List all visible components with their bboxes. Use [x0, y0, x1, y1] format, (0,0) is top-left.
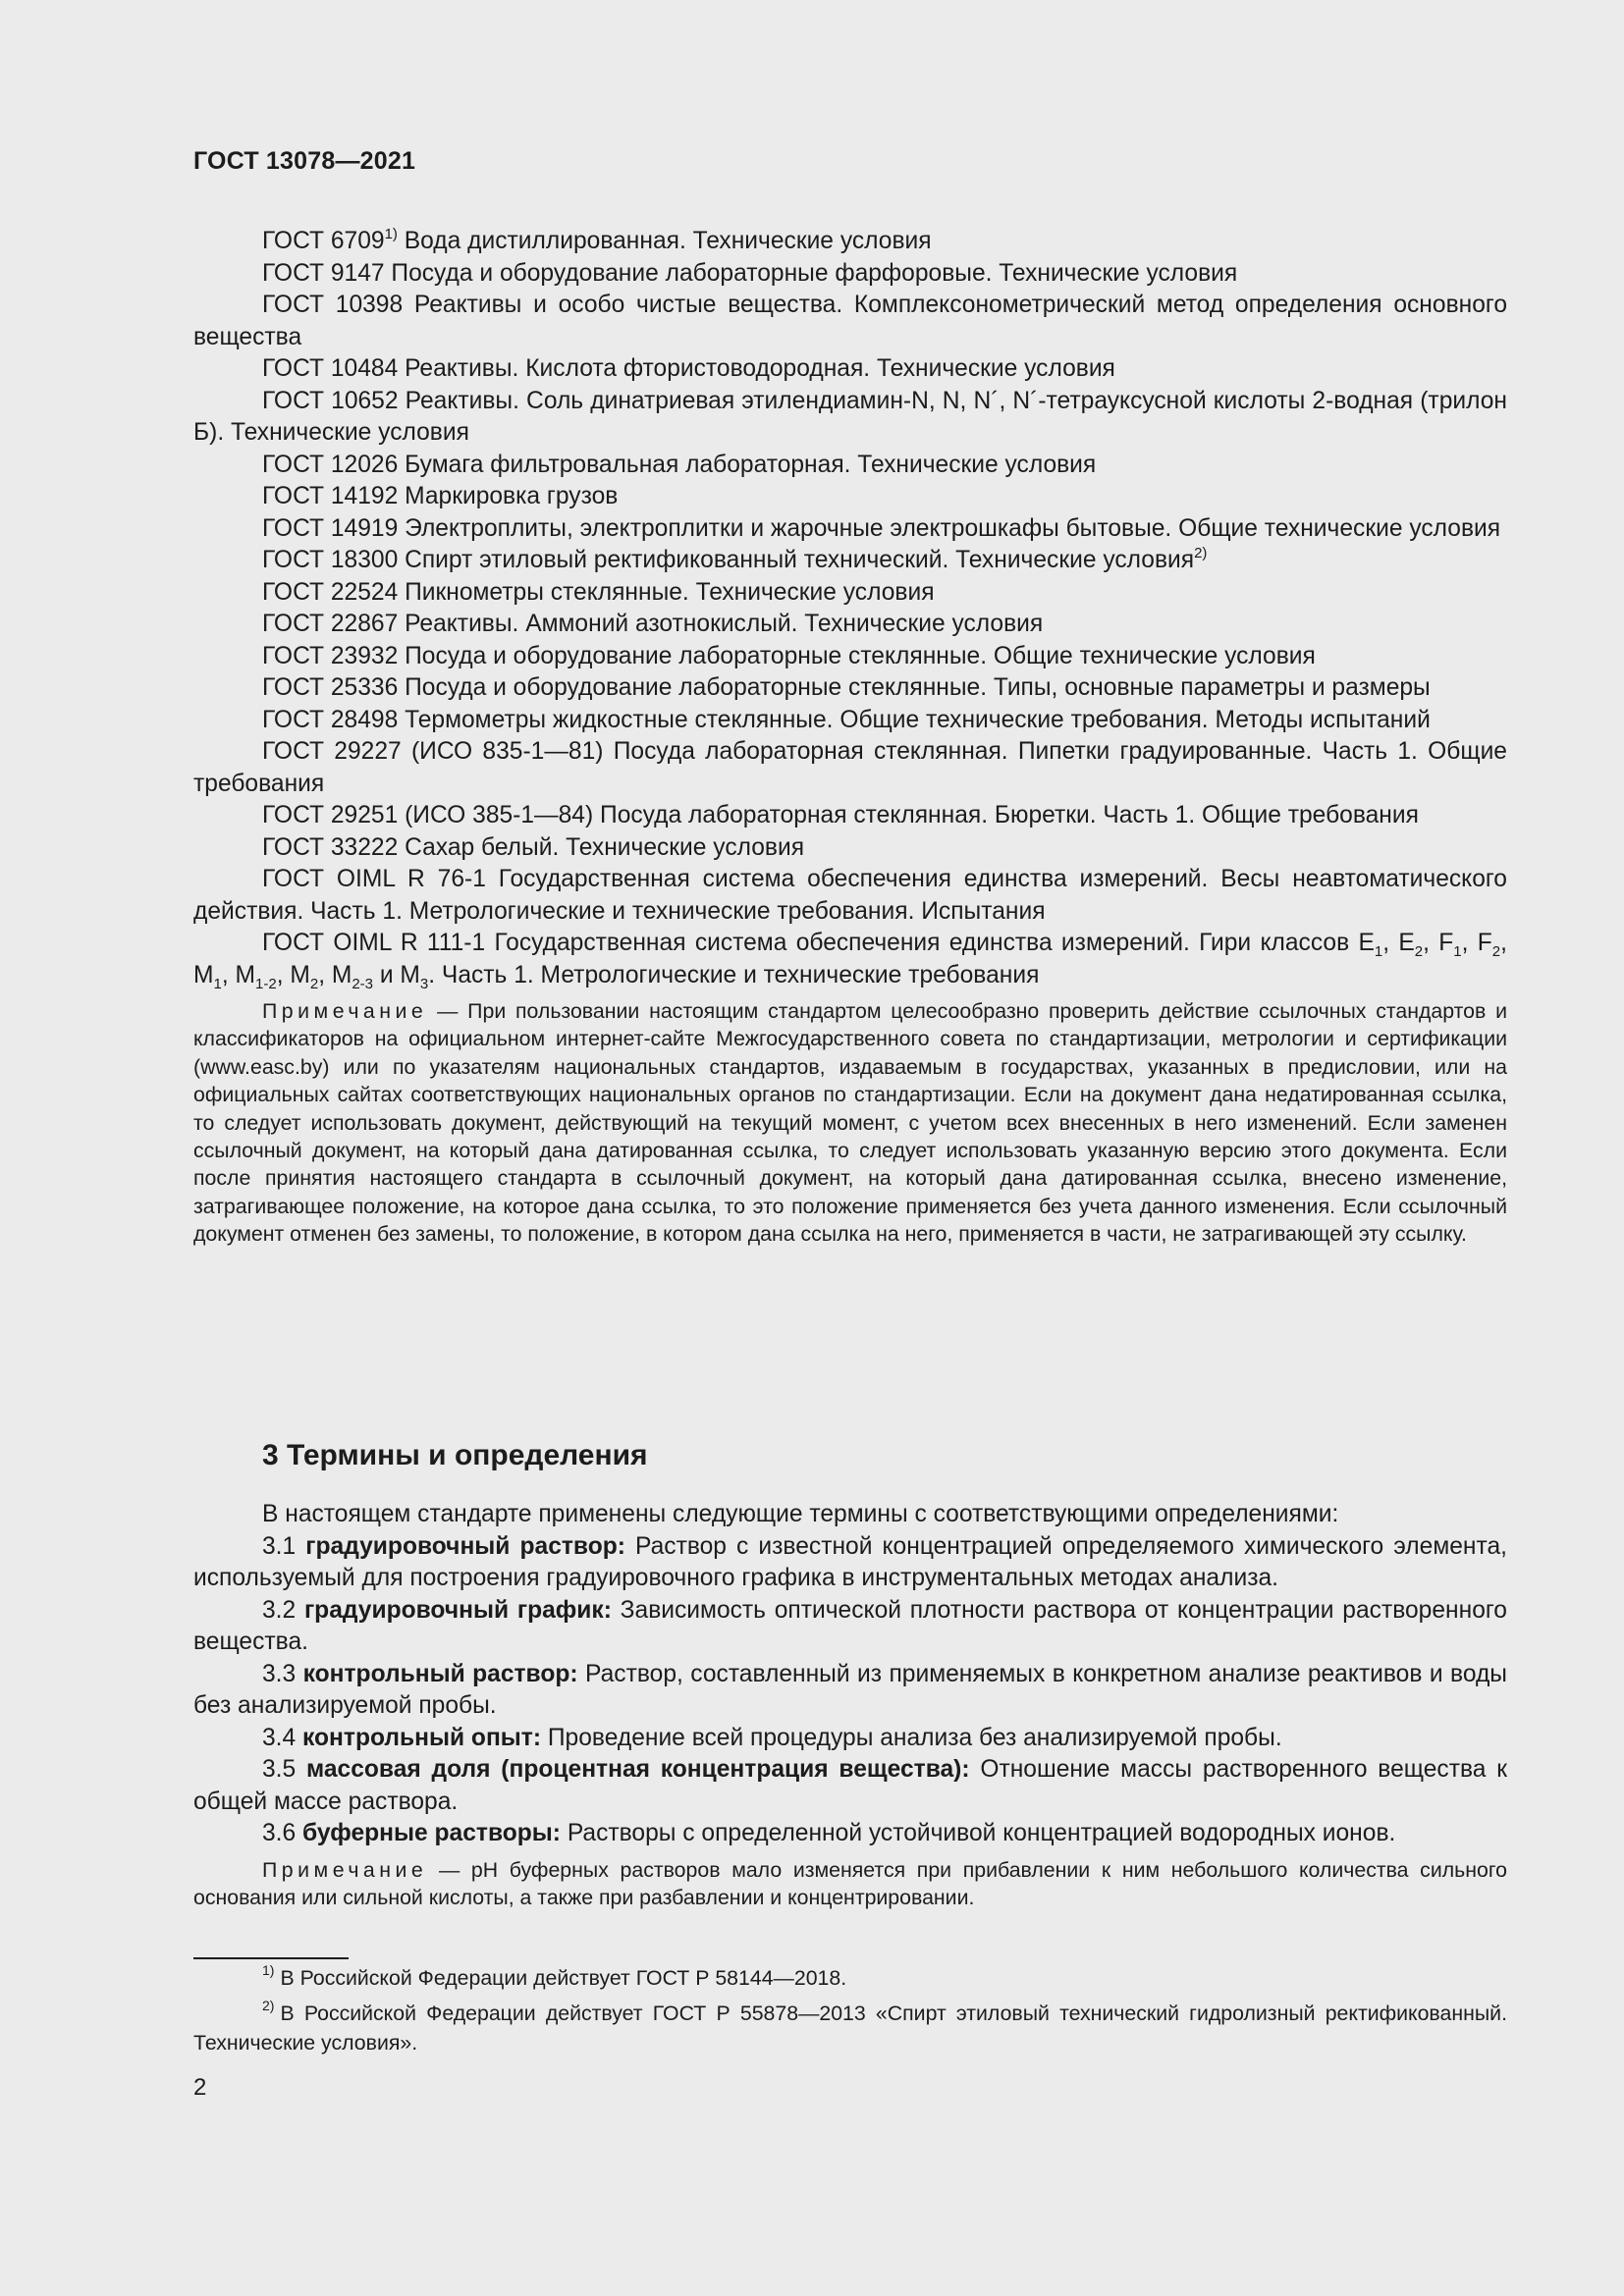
term-definition: 3.3 контрольный раствор: Раствор, составленный из применяемых в конкретном анализе реактивов и воды без анализируемой пробы. — [193, 1660, 1507, 1719]
reference-item: ГОСТ 14919 Электроплиты, электроплитки и жарочные электрошкафы бытовые. Общие технические условия — [262, 514, 1501, 542]
term-definition: 3.6 буферные растворы: Растворы с определенной устойчивой концентрацией водородных ионов. — [262, 1820, 1396, 1846]
footnote-divider — [193, 1957, 349, 1959]
references-note: Примечание — При пользовании настоящим стандартом целесообразно проверить действие ссылочных стандартов и классификаторов на официальном интернет-сайте Межгосударственного совета по стандартизации, метрологии и сертификации (www.easc.by) или по указателям национальных стандартов, издаваемым в государствах, указанных в предисловии, или на официальных сайтах соответствующих национальных органов по стандартизации. Если на документ дана недатированная ссылка, то следует использовать документ, действующий на текущий момент, с учетом всех внесенных в него изменений. Если заменен ссылочный документ, на который дана датированная ссылка, то следует использовать указанную версию этого документа. Если после принятия настоящего стандарта в ссылочный документ, на который дана датированная ссылка, внесено изменение, затрагивающее положение, на которое дана ссылка, то это положение применяется без учета данного изменения. Если ссылочный документ отменен без замены, то положение, в котором дана ссылка на него, применяется в части, не затрагивающей эту ссылку. — [193, 999, 1507, 1247]
term-name: контрольный раствор: — [302, 1660, 578, 1687]
reference-item: ГОСТ OIML R 111-1 Государственная система обеспечения единства измерений. Гири классов $E_1$, $E_2$, $F_1$, $F_2$, $M_1$, $M_{1-2}$, $M_2$, $M_{2-3}$ и $M_3$. Часть 1. Метрологические и технические требования — [193, 930, 1507, 992]
footnote: $^{1)}$ В Российской Федерации действует ГОСТ Р 58144—2018. — [262, 1962, 847, 1990]
reference-item: ГОСТ 10398 Реактивы и особо чистые вещества. Комплексонометрический метод определения основного вещества — [193, 292, 1507, 350]
page-number: 2 — [193, 2074, 207, 2101]
footnote: $^{2)}$ В Российской Федерации действует ГОСТ Р 55878—2013 «Спирт этиловый технический гидролизный ректификованный. Технические условия». — [193, 1998, 1507, 2055]
reference-item: ГОСТ 28498 Термометры жидкостные стеклянные. Общие технические требования. Методы испытаний — [262, 706, 1431, 733]
reference-item: ГОСТ 23932 Посуда и оборудование лабораторные стеклянные. Общие технические условия — [262, 642, 1316, 669]
footnotes — [193, 1963, 1507, 2063]
reference-item: ГОСТ 10652 Реактивы. Соль динатриевая этилендиамин-N, N, N´, N´-тетрауксусной кислоты 2-водная (трилон Б). Технические условия — [193, 387, 1507, 446]
reference-item: ГОСТ 22524 Пикнометры стеклянные. Технические условия — [262, 578, 935, 606]
note-label: Примечание — [262, 1857, 428, 1882]
document-header: ГОСТ 13078—2021 — [193, 147, 416, 175]
reference-item: ГОСТ 29227 (ИСО 835-1—81) Посуда лабораторная стеклянная. Пипетки градуированные. Часть 1. Общие требования — [193, 738, 1507, 797]
footnote-mark: 1) — [384, 226, 398, 242]
normative-references — [193, 226, 1507, 1249]
footnote-mark: 2) — [262, 1998, 275, 2013]
terms-section — [193, 1499, 1507, 1911]
reference-item: ГОСТ 29251 (ИСО 385-1—84) Посуда лабораторная стеклянная. Бюретки. Часть 1. Общие требования — [262, 802, 1419, 828]
term-definition: 3.2 градуировочный график: Зависимость оптической плотности раствора от концентрации растворенного вещества. — [193, 1596, 1507, 1655]
reference-item: ГОСТ 10484 Реактивы. Кислота фтористоводородная. Технические условия — [262, 355, 1115, 382]
term-name: буферные растворы: — [302, 1820, 561, 1846]
section-title: 3 Термины и определения — [262, 1439, 648, 1471]
terms-note: Примечание — pH буферных растворов мало изменяется при прибавлении к ним небольшого количества сильного основания или сильной кислоты, а также при разбавлении и концентрировании. — [193, 1857, 1507, 1909]
term-definition: 3.1 градуировочный раствор: Раствор с известной концентрацией определяемого химического элемента, используемый для построения градуировочного графика в инструментальных методах анализа. — [193, 1532, 1508, 1591]
footnote-mark: 1) — [262, 1962, 275, 1978]
reference-item: ГОСТ 25336 Посуда и оборудование лабораторные стеклянные. Типы, основные параметры и размеры — [262, 674, 1431, 701]
reference-item: ГОСТ 18300 Спирт этиловый ректификованный технический. Технические условия$^{2)}$ — [262, 545, 1208, 573]
reference-item: ГОСТ 9147 Посуда и оборудование лабораторные фарфоровые. Технические условия — [262, 259, 1238, 287]
reference-item: ГОСТ 22867 Реактивы. Аммоний азотнокислый. Технические условия — [262, 611, 1044, 637]
section-intro: В настоящем стандарте применены следующие термины с соответствующими определениями: — [262, 1501, 1339, 1527]
footnote-mark: 2) — [1194, 545, 1208, 561]
reference-item: ГОСТ OIML R 76-1 Государственная система обеспечения единства измерений. Весы неавтоматического действия. Часть 1. Метрологические и технические требования. Испытания — [193, 866, 1507, 925]
term-name: массовая доля (процентная концентрация вещества): — [305, 1756, 970, 1783]
reference-item: ГОСТ 33222 Сахар белый. Технические условия — [262, 833, 805, 861]
term-name: контрольный опыт: — [302, 1724, 542, 1751]
term-definition: 3.5 массовая доля (процентная концентрация вещества): Отношение массы растворенного вещества к общей массе раствора. — [193, 1756, 1507, 1815]
reference-item: ГОСТ 6709$^{1)}$ Вода дистиллированная. Технические условия — [262, 226, 932, 254]
reference-item: ГОСТ 14192 Маркировка грузов — [262, 483, 619, 509]
note-label: Примечание — [262, 999, 428, 1023]
term-name: градуировочный график: — [303, 1596, 612, 1624]
term-definition: 3.4 контрольный опыт: Проведение всей процедуры анализа без анализируемой пробы. — [262, 1724, 1282, 1751]
reference-item: ГОСТ 12026 Бумага фильтровальная лабораторная. Технические условия — [262, 451, 1097, 478]
term-name: градуировочный раствор: — [305, 1532, 625, 1560]
